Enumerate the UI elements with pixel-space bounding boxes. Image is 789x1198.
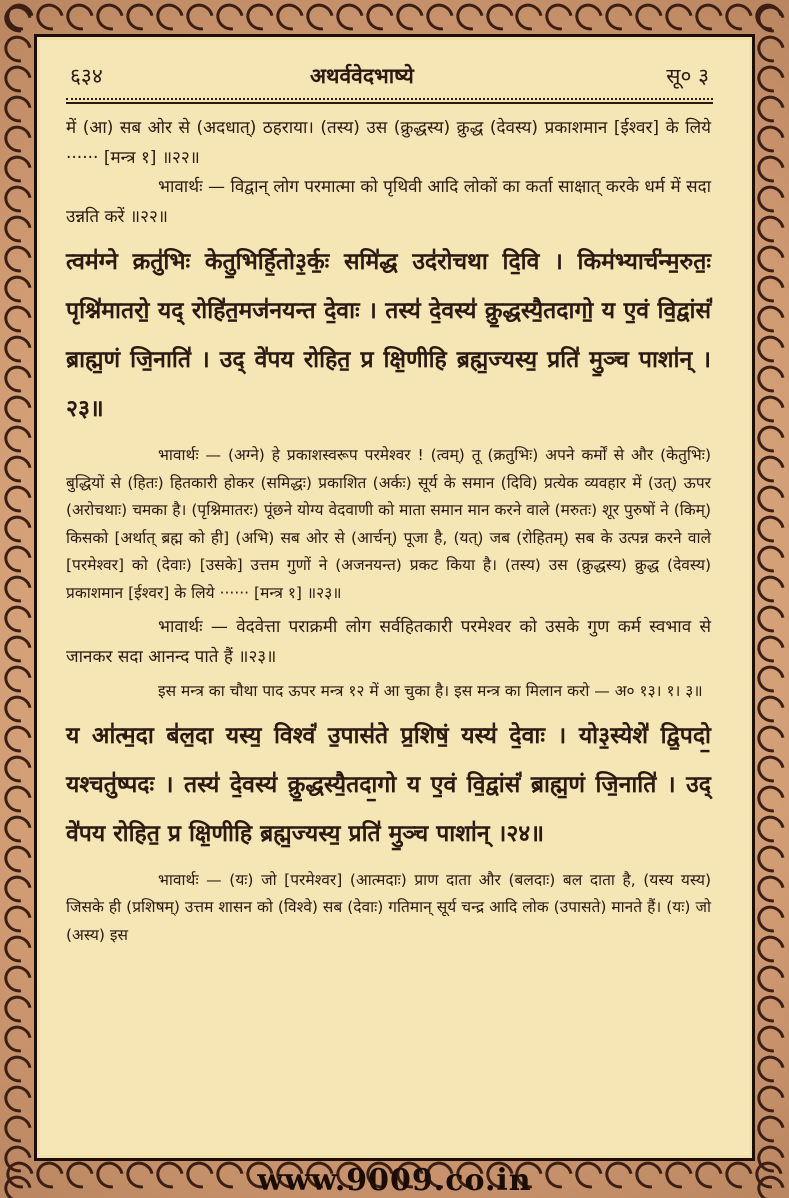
swirl-ornament (753, 210, 789, 247)
swirl-ornament (570, 0, 608, 36)
reference-note: इस मन्त्र का चौथा पाद ऊपर मन्त्र १२ में आ चुका है। इस मन्त्र का मिलान करो — अ० १३। १। ३॥ (158, 682, 703, 700)
swirl-ornament (753, 870, 789, 907)
swirl-ornament (753, 900, 789, 937)
swirl-ornament (151, 0, 189, 36)
swirl-ornament (753, 1110, 789, 1147)
swirl-ornament (91, 0, 129, 36)
swirl-ornament (331, 0, 369, 36)
swirl-ornament (0, 420, 36, 457)
swirl-ornament (0, 60, 36, 97)
swirl-ornament (0, 630, 36, 667)
swirl-ornament (0, 990, 36, 1027)
swirl-ornament (753, 630, 789, 667)
swirl-ornament (0, 1080, 36, 1117)
swirl-ornament (0, 930, 36, 967)
swirl-ornament (0, 390, 36, 427)
swirl-ornament (0, 840, 36, 877)
swirl-ornament (753, 660, 789, 697)
swirl-ornament (361, 0, 399, 36)
swirl-border-top (0, 0, 789, 36)
swirl-ornament (753, 510, 789, 547)
swirl-ornament (753, 300, 789, 337)
swirl-ornament (753, 840, 789, 877)
swirl-ornament (690, 0, 728, 36)
swirl-ornament (753, 990, 789, 1027)
swirl-ornament (0, 870, 36, 907)
swirl-ornament (511, 0, 549, 36)
swirl-ornament (753, 270, 789, 307)
page-header (40, 40, 749, 88)
swirl-ornament (0, 330, 36, 367)
swirl-ornament (753, 0, 789, 37)
swirl-ornament (753, 330, 789, 367)
swirl-border-right (753, 0, 789, 1198)
swirl-ornament (451, 0, 489, 36)
swirl-ornament (391, 0, 429, 36)
swirl-ornament (600, 0, 638, 36)
swirl-ornament (753, 60, 789, 97)
swirl-ornament (753, 1050, 789, 1087)
swirl-ornament (753, 1020, 789, 1057)
swirl-ornament (753, 720, 789, 757)
site-watermark: www.9009.co.in (257, 1163, 532, 1198)
swirl-ornament (0, 1110, 36, 1147)
swirl-ornament (0, 810, 36, 847)
swirl-ornament (421, 0, 459, 36)
swirl-ornament (241, 0, 279, 36)
swirl-ornament (0, 600, 36, 637)
swirl-ornament (0, 1050, 36, 1087)
swirl-ornament (481, 0, 519, 36)
swirl-ornament (0, 210, 36, 247)
swirl-ornament (753, 690, 789, 727)
swirl-ornament (753, 600, 789, 637)
swirl-ornament (753, 120, 789, 157)
swirl-ornament (0, 150, 36, 187)
swirl-border-left (0, 0, 36, 1198)
swirl-ornament (0, 30, 36, 67)
swirl-ornament (753, 450, 789, 487)
swirl-ornament (0, 240, 36, 277)
swirl-ornament (0, 480, 36, 517)
swirl-ornament (0, 660, 36, 697)
header-rule (66, 102, 713, 104)
swirl-ornament (753, 570, 789, 607)
commentary-paragraph: भावार्थः — (यः) जो [परमेश्वर] (आत्मदाः) प्राण दाता और (बलदाः) बल दाता है, (यस्य यस्य) जिसके ही (प्रशिषम्) उत्तम शासन को (विश्वे) सब (देवाः) गतिमान् सूर्य चन्द्र आदि लोक (उपासते) मानते हैं। (यः) जो (अस्य) इस (66, 870, 711, 944)
swirl-ornament (0, 270, 36, 307)
mantra-24: य आ॑त्म॒दा ब॑ल॒दा यस्य॒ विश्वं॑ उ॒पास॑ते प्र॒शिषं॒ यस्य॑ दे॒वाः । यो३॒स्येशे॑ द्वि॒पदो॒ यश्चतु॑ष्पदः । तस्य॑ दे॒वस्य॑ क्रु॒द्धस्यै॒तदा॒गो य ए॒वं वि॒द्वांसं॑ ब्राह्म॒णं जि॒नाति॑ । उद् वे॑पय रोहित॒ प्र क्षि॒णीहि ब्रह्म॒ज्यस्य॒ प्रति॑ मु॒ञ्च पाशा॑न् ।२४॥ (66, 722, 711, 847)
swirl-ornament (0, 720, 36, 757)
swirl-ornament (271, 0, 309, 36)
swirl-ornament (301, 0, 339, 36)
swirl-ornament (211, 0, 249, 36)
swirl-ornament (753, 960, 789, 997)
swirl-ornament (0, 960, 36, 997)
section-label: सू० ३ (666, 64, 709, 88)
swirl-ornament (541, 0, 579, 36)
swirl-ornament (753, 480, 789, 517)
swirl-ornament (0, 900, 36, 937)
swirl-ornament (753, 30, 789, 67)
swirl-ornament (0, 750, 36, 787)
swirl-ornament (0, 570, 36, 607)
swirl-ornament (753, 1080, 789, 1117)
mantra-23: त्वम॑ग्ने क्रतु॑भिः केतु॒भिर्हि॒तो३॒र्कः॒ समि॑द्ध उद॑रोचथा दि॒वि । किम॑भ्यार्च॑न्म॒रुतः॒ पृश्नि॑मातरो॒ यद् रोहि॑त॒मज॑नयन्त दे॒वाः । तस्य॑ दे॒वस्य॑ क्रु॒द्धस्यै॒तदागो॒ य ए॒वं वि॒द्वांसं॑ ब्राह्म॒णं जि॒नाति॑ । उद् वे॑पय रोहित॒ प्र क्षि॒णीहि ब्रह्म॒ज्यस्य॒ प्रति॑ मु॒ञ्च पाशा॑न् ।२३॥ (66, 249, 711, 422)
swirl-ornament (61, 0, 99, 36)
commentary-paragraph: में (आ) सब ओर से (अदधात्) ठहराया। (तस्य) उस (क्रुद्धस्य) क्रुद्ध (देवस्य) प्रकाशमान [ईश्वर] के लिये ······ [मन्त्र १] ॥२२॥ (66, 118, 711, 168)
swirl-ornament (753, 930, 789, 967)
swirl-ornament (0, 120, 36, 157)
swirl-ornament (753, 390, 789, 427)
swirl-ornament (181, 0, 219, 36)
swirl-ornament (121, 0, 159, 36)
header-dotted-rule (66, 98, 713, 100)
swirl-ornament (753, 150, 789, 187)
swirl-ornament (0, 90, 36, 127)
swirl-ornament (753, 90, 789, 127)
swirl-ornament (753, 750, 789, 787)
swirl-ornament (0, 780, 36, 817)
commentary-paragraph: भावार्थः — (अग्ने) हे प्रकाशस्वरूप परमेश्वर ! (त्वम्) तू (क्रतुभिः) अपने कर्मों से और (केतुभिः) बुद्धियों से (हितः) हितकारी होकर (समिद्धः) प्रकाशित (अर्कः) सूर्य के समान (दिवि) प्रत्येक व्यवहार में (उत्) ऊपर (अरोचथाः) चमका है। (पृश्निमातरः) पूंछने योग्य वेदवाणी को माता समान मान करने वाले (मरुतः) शूर पुरुषों ने (किम्) किसको [अर्थात् ब्रह्म को ही] (अभि) सब ओर से (आर्चन्) पूजा है, (यत्) जब (रोहितम्) सब के उत्पन्न करने वाले [परमेश्वर] को (देवाः) [उसके] उत्तम गुणों ने (अजनयन्त) प्रकट किया है। (तस्य) उस (क्रुद्धस्य) क्रुद्ध (देवस्य) प्रकाशमान [ईश्वर] के लिये ······ [मन्त्र १] ॥२३॥ (66, 446, 711, 602)
swirl-ornament (0, 180, 36, 217)
swirl-ornament (753, 240, 789, 277)
swirl-ornament (753, 810, 789, 847)
page-title: अथर्ववेदभाष्ये (310, 64, 414, 88)
swirl-ornament (0, 300, 36, 337)
swirl-ornament (660, 0, 698, 36)
page-content (66, 114, 711, 949)
swirl-ornament (0, 360, 36, 397)
swirl-ornament (753, 360, 789, 397)
swirl-ornament (0, 690, 36, 727)
swirl-ornament (0, 1020, 36, 1057)
swirl-ornament (753, 780, 789, 817)
swirl-ornament (0, 510, 36, 547)
swirl-ornament (753, 180, 789, 217)
swirl-ornament (31, 0, 69, 36)
swirl-ornament (753, 420, 789, 457)
page-number: ६३४ (70, 64, 103, 88)
bhavartha-paragraph: भावार्थः — वेदवेत्ता पराक्रमी लोग सर्वहितकारी परमेश्वर को उसके गुण कर्म स्वभाव से जानकर सदा आनन्द पाते हैं ॥२३॥ (66, 617, 711, 667)
swirl-ornament (0, 0, 36, 37)
swirl-ornament (753, 540, 789, 577)
bhavartha-paragraph: भावार्थः — विद्वान् लोग परमात्मा को पृथिवी आदि लोकों का कर्ता साक्षात् करके धर्म में सदा उन्नति करें ॥२२॥ (66, 177, 711, 227)
book-page (40, 40, 749, 1155)
swirl-ornament (0, 540, 36, 577)
swirl-ornament (0, 450, 36, 487)
swirl-ornament (630, 0, 668, 36)
